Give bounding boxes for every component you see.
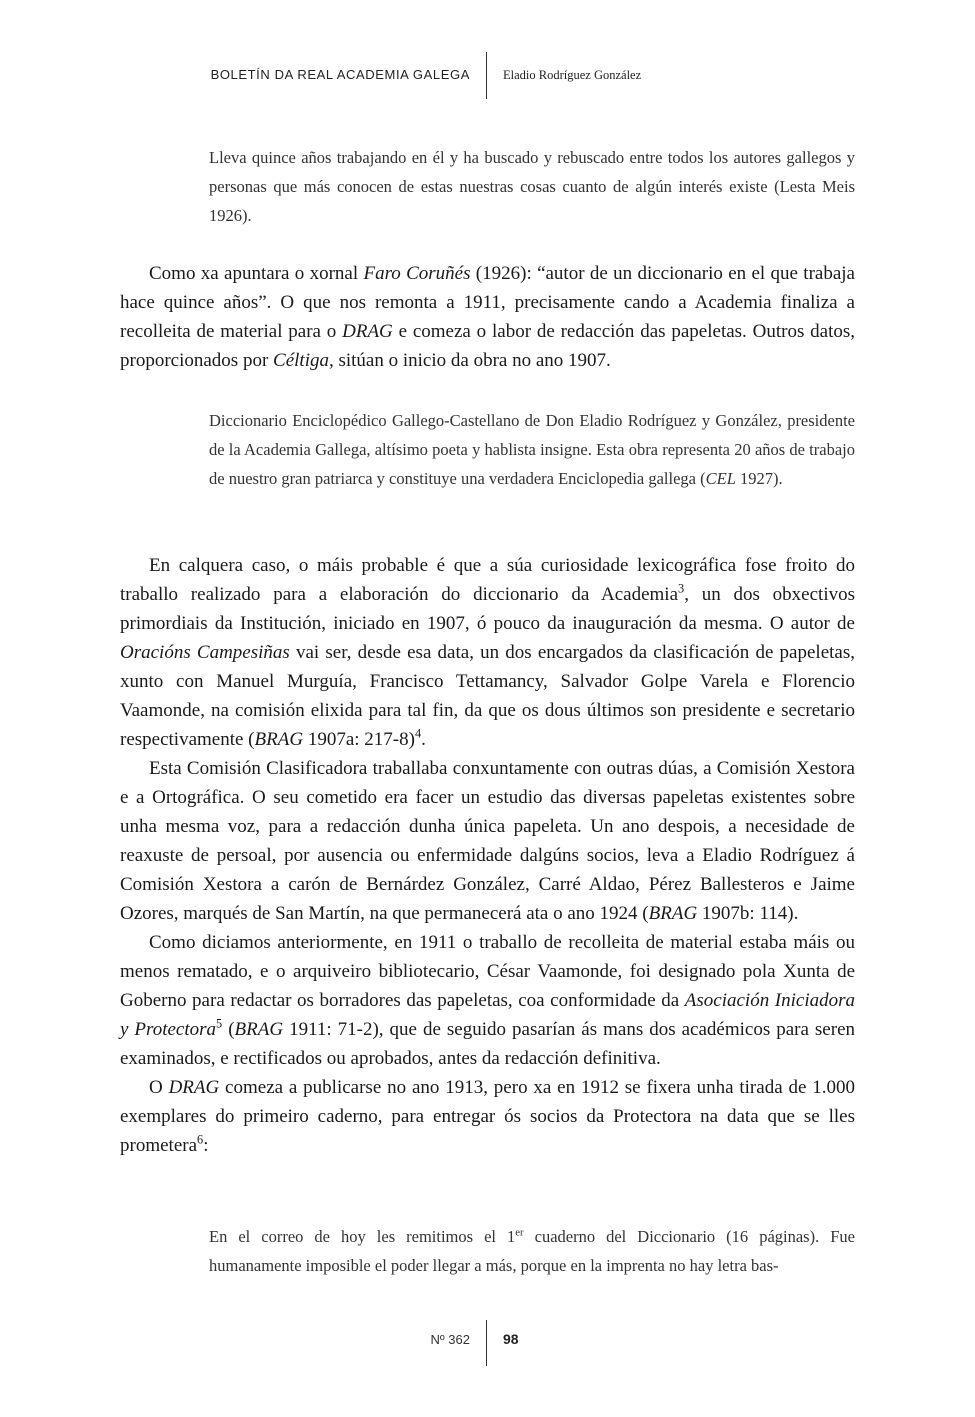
footnote-ref-5: 5 [216,1016,223,1031]
header-divider [486,52,487,99]
paragraph-5: O DRAG comeza a publicarse no ano 1913, pero xa en 1912 se fixera unha tirada de 1.000 exemplares do primeiro caderno, para entregar ós socios da Protectora na data que se lles prometera$^6$: [120,1077,855,1156]
quote-3-text: En el correo de hoy les remitimos el 1er cuaderno del Diccionario (16 páginas). Fue humanamente imposible el poder llegar a más, porque en la imprenta no hay letra bas- [209,1226,855,1275]
running-header [0,52,975,102]
block-quote-3 [209,1222,855,1280]
paragraph-3: Esta Comisión Clasificadora traballaba conxuntamente con outras dúas, a Comisión Xestora e a Ortográfica. O seu cometido era facer un estudio das diversas papeletas existentes sobre unha mesma voz, para a redacción dunha única papeleta. Un ano despois, a necesidade de reaxuste de persoal, por ausencia ou enfermidade dalgúns socios, leva a Eladio Rodríguez á Comisión Xestora a carón de Bernárdez González, Carré Aldao, Pérez Ballesteros e Jaime Ozores, marqués de San Martín, na que permanecerá ata o ano 1924 (BRAG 1907b: 114). [120,758,855,924]
footnote-ref-3: 3 [678,581,685,596]
footer-divider [486,1320,487,1366]
body-text [120,551,855,1160]
paragraph-4: Como diciamos anteriormente, en 1911 o traballo de recolleita de material estaba máis ou menos rematado, e o arquiveiro bibliotecario, César Vaamonde, foi designado pola Xunta de Goberno para redactar os borradores das papeletas, coa conformidade da Asociación Iniciadora y Protectora$^5$ (BRAG 1911: 71-2), que de seguido pasarían ás mans dos académicos para seren examinados, e rectificados ou aprobados, antes da redacción definitiva. [120,932,856,1069]
page-footer [0,1320,975,1370]
article-author: Eladio Rodríguez González [503,68,642,82]
paragraph-1 [120,259,855,375]
paragraph-1-text: Como xa apuntara o xornal Faro Coruñés (1926): “autor de un diccionario en el que trabaja hace quince años”. O que nos remonta a 1911, precisamente cando a Academia finaliza a recolleita de material para o DRAG e comeza o labor de redacción das papeletas. Outros datos, proporcionados por Céltiga, sitúan o inicio da obra no ano 1907. [120,263,856,371]
block-quote-2 [209,406,855,493]
quote-1-text: Lleva quince años trabajando en él y ha buscado y rebuscado entre todos los autores gallegos y personas que más conocen de estas nuestras cosas cuanto de algún interés existe (Lesta Meis 1926). [209,148,855,225]
footnote-ref-4: 4 [414,726,422,741]
issue-number: Nº 362 [430,1332,470,1347]
paragraph-2: En calquera caso, o máis probable é que a súa curiosidade lexicográfica fose froito do traballo realizado para a elaboración do diccionario da Academia$^3$, un dos obxectivos primordiais da Institución, iniciado en 1907, ó pouco da inauguración da mesma. O autor de Oracións Campesiñas vai ser, desde esa data, un dos encargados da clasificación de papeletas, xunto con Manuel Murguía, Francisco Tettamancy, Salvador Golpe Varela e Florencio Vaamonde, na comisión elixida para tal fin, da que os dous últimos son presidente e secretario respectivamente (BRAG 1907a: 217-8)$^4$. [120,555,855,750]
footnote-ref-6: 6 [197,1132,204,1147]
block-quote-1 [209,143,855,230]
quote-2-text: Diccionario Enciclopédico Gallego-Castellano de Don Eladio Rodríguez y González, presidente de la Academia Gallega, altísimo poeta y hablista insigne. Esta obra representa 20 años de trabajo de nuestro gran patriarca y constituye una verdadera Enciclopedia gallega (CEL 1927). [209,411,855,488]
page-number: 98 [503,1331,519,1347]
journal-title: BOLETÍN DA REAL ACADEMIA GALEGA [210,67,470,82]
